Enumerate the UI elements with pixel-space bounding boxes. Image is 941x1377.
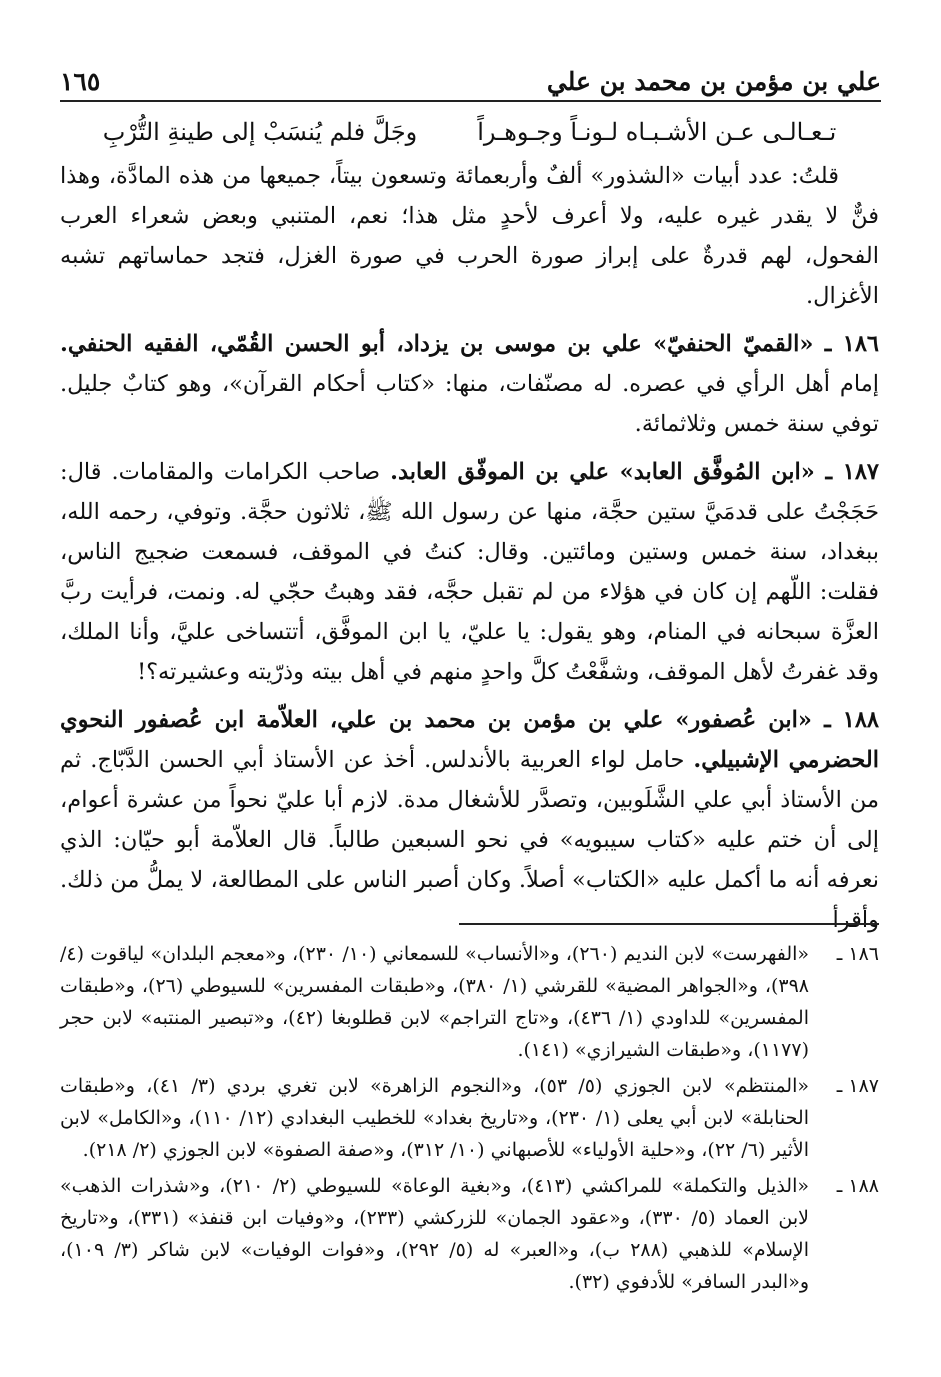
main-text [60, 112, 879, 940]
footnote-text: «الفهرست» لابن النديم (٢٦٠)، و«الأنساب» للسمعاني (١٠/ ٢٣٠)، و«معجم البلدان» لياقوت (٤/ ٣٩٨)، و«الجواهر المضية» للقرشي (١/ ٣٨٠)، و«طبقات المفسرين» للسيوطي (٢٦)، و«طبقات المفسرين» للداودي (١/ ٤٣٦)، و«تاج التراجم» لابن قطلوبغا (٤٢)، و«تبصير المنتبه» لابن حجر (١١٧٧)، و«طبقات الشيرازي» (١٤١). [60, 943, 810, 1061]
entry-text: حامل لواء العربية بالأندلس. أخذ عن الأستاذ أبي الحسن الدَّبّاج. ثم من الأستاذ أبي علي الشَّلَوبين، وتصدَّر للأشغال مدة. لازم أبا عليّ نحواً من عشرة أعوام، إلى أن ختم عليه «كتاب سيبويه» في نحو السبعين طالباً. قال العلاّمة أبو حيّان: الذي نعرفه أنه ما أكمل عليه «الكتاب» أصلاً. وكان أصبر الناس على المطالعة، لا يملُّ من ذلك. وأقرأ [60, 747, 879, 933]
entry-text: صاحب الكرامات والمقامات. قال: حَجَجْتُ على قدمَيَّ ستين حجَّة، منها عن رسول الله ﷺ، ثلاثون حجَّة. وتوفي، رحمه الله، ببغداد، سنة خمس وستين ومائتين. وقال: كنتُ في الموقف، فسمعت ضجيج الناس، فقلت: اللّهم إن كان في هؤلاء من لم تقبل حجَّه، فقد وهبتُ حجّي له. ونمت، فرأيت ربَّ العزَّة سبحانه في المنام، وهو يقول: يا عليّ، يا ابن الموفَّق، أتتساخى عليَّ، وأنا الملك، وقد غفرتُ لأهل الموقف، وشفَّعْتُ كلَّ واحدٍ منهم في أهل بيته وذرّيته وعشيرته؟! [60, 459, 879, 685]
biography-entry-186 [60, 324, 879, 444]
footnote-text: «المنتظم» لابن الجوزي (٥/ ٥٣)، و«النجوم الزاهرة» لابن تغري بردي (٣/ ٤١)، و«طبقات الحنابلة» لابن أبي يعلى (١/ ٢٣٠)، و«تاريخ بغداد» للخطيب البغدادي (١٢/ ١١٠)، و«الكامل» لابن الأثير (٦/ ٢٢)، و«حلية الأولياء» للأصبهاني (١٠/ ٣١٢)، و«صفة الصفوة» لابن الجوزي (٢/ ٢١٨). [60, 1075, 809, 1161]
footnotes [60, 938, 879, 1302]
footnote-number: ١٨٦ ـ [836, 943, 879, 965]
poem-verse [60, 112, 879, 152]
running-title: علي بن مؤمن بن محمد بن علي [546, 67, 881, 96]
footnote-186 [60, 938, 879, 1066]
entry-heading: ١٨٦ ـ «القميّ الحنفيّ» علي بن موسى بن يزداد، أبو الحسن القُمّي، الفقيه الحنفي. [60, 331, 879, 357]
footnote-187 [60, 1070, 879, 1166]
footnote-divider [459, 923, 879, 925]
page-number: ١٦٥ [60, 67, 101, 96]
commentary-paragraph: قلتُ: عدد أبيات «الشذور» ألفٌ وأربعمائة وتسعون بيتاً، جميعها من هذه المادَّة، وهذا فنٌّ لا يقدر غيره عليه، ولا أعرف لأحدٍ مثل هذا؛ نعم، المتنبي وبعض شعراء العرب الفحول، لهم قدرةٌ على إبراز صورة الحرب في صورة الغزل، فتجد حماساتهم تشبه الأغزال. [60, 163, 879, 309]
biography-entry-187 [60, 452, 879, 692]
footnote-188 [60, 1170, 879, 1298]
entry-text: إمام أهل الرأي في عصره. له مصنّفات، منها: «كتاب أحكام القرآن»، وهو كتابٌ جليل. توفي سنة خمس وثلاثمائة. [60, 371, 879, 437]
entry-heading: ١٨٧ ـ «ابن المُوفَّق العابد» علي بن الموفّق العابد. [390, 459, 880, 485]
verse-hemistich-second: وجَلَّ فلم يُنسَبْ إلى طينةِ التُّرْبِ [102, 118, 418, 146]
footnote-number: ١٨٧ ـ [836, 1075, 879, 1097]
page-header [60, 52, 881, 102]
footnote-number: ١٨٨ ـ [836, 1175, 879, 1197]
entry-heading: ١٨٨ ـ «ابن عُصفور» علي بن مؤمن بن محمد بن علي، العلاّمة ابن عُصفور النحوي الحضرمي الإشبيلي. [60, 707, 880, 773]
footnote-text: «الذيل والتكملة» للمراكشي (٤١٣)، و«بغية الوعاة» للسيوطي (٢/ ٢١٠)، و«شذرات الذهب» لابن العماد (٥/ ٣٣٠)، و«عقود الجمان» للزركشي (٢٣٣)، و«وفيات ابن قنفذ» (٣٣١)، و«تاريخ الإسلام» للذهبي (٢٨٨ ب)، و«العبر» له (٥/ ٢٩٢)، و«فوات الوفيات» لابن شاكر (٣/ ١٠٩)، و«البدر السافر» للأدفوي (٣٢). [60, 1175, 809, 1293]
verse-hemistich-first: تـعـالـى عـن الأشـبـاه لـونـاً وجـوهـراً [477, 118, 837, 146]
biography-entry-188 [60, 700, 879, 940]
